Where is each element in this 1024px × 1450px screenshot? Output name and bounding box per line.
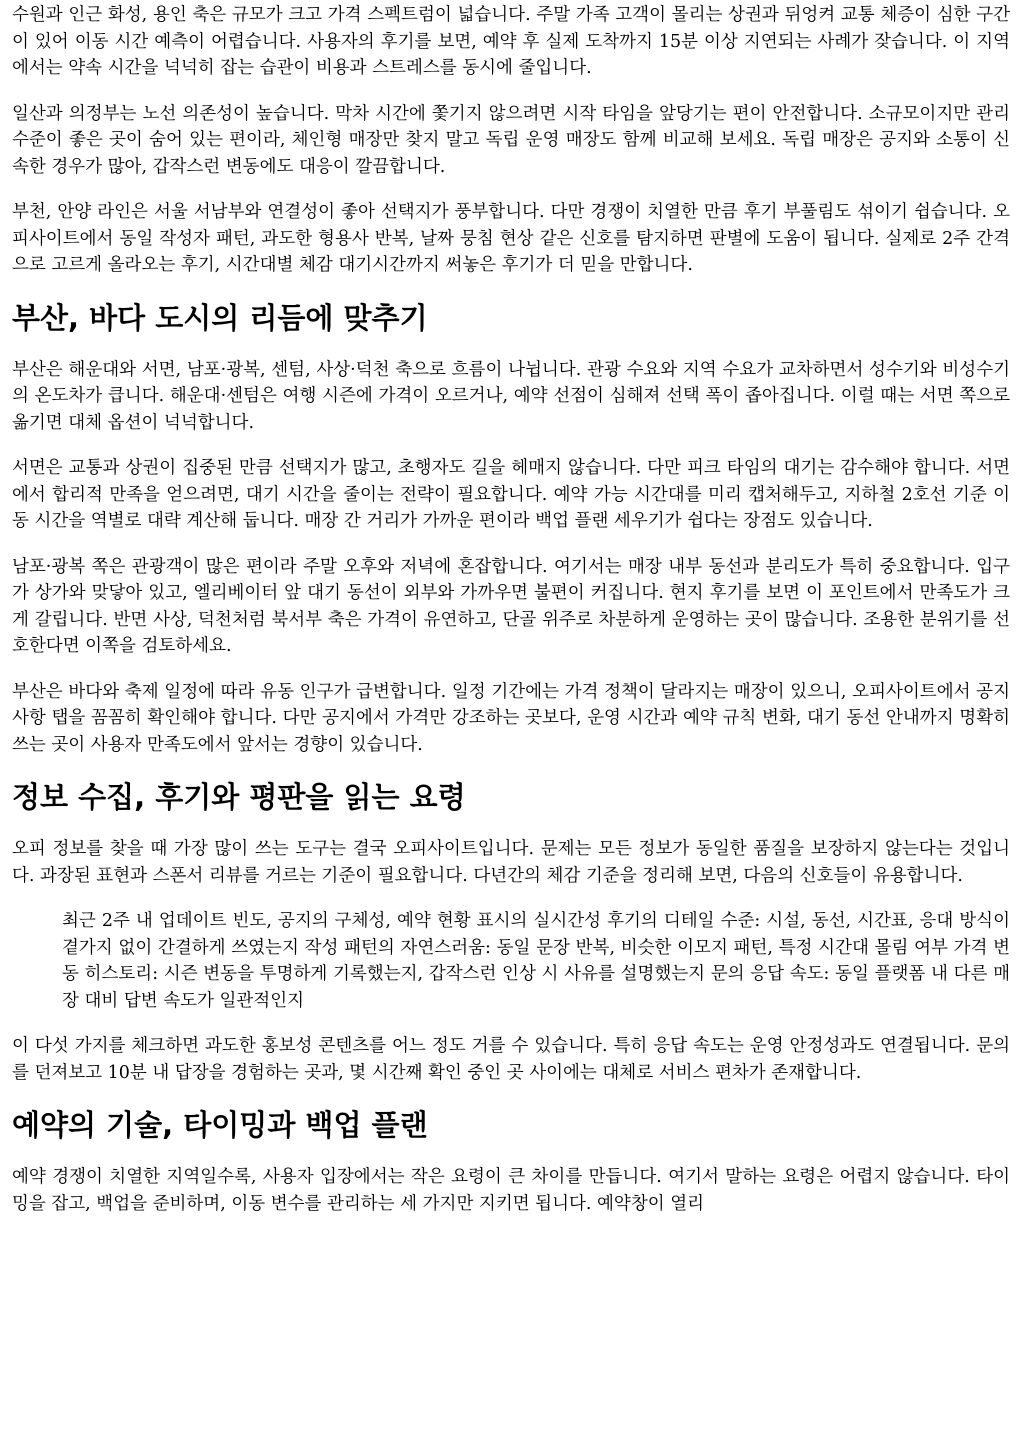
info-paragraph-intro: 오피 정보를 찾을 때 가장 많이 쓰는 도구는 결국 오피사이트입니다. 문제는 모든 정보가 동일한 품질을 보장하지 않는다는 것입니다. 과장된 표현과 스폰서 리뷰를 거르는 기준이 필요합니다. 다년간의 체감 기준을 정리해 보면, 다음의 신호들이 유용합니다. xyxy=(12,839,1010,886)
busan-paragraph-overview: 부산은 해운대와 서면, 남포·광복, 센텀, 사상·덕천 축으로 흐름이 나뉩니다. 관광 수요와 지역 수요가 교차하면서 성수기와 비성수기의 온도차가 큽니다. 해운대·센텀은 여행 시즌에 가격이 오르거나, 예약 선점이 심해져 선택 폭이 좁아집니다. 이럴 때는 서면 쪽으로 옮기면 대체 옵션이 넉넉합니다. xyxy=(12,359,1010,433)
signal-checklist-text: 최근 2주 내 업데이트 빈도, 공지의 구체성, 예약 현황 표시의 실시간성 후기의 디테일 수준: 시설, 동선, 시간표, 응대 방식이 곁가지 없이 간결하게 쓰였는지 작성 패턴의 자연스러움: 동일 문장 반복, 비슷한 이모지 패턴, 특정 시간대 몰림 여부 가격 변동 히스토리: 시즌 변동을 투명하게 기록했는지, 갑작스런 인상 시 사유를 설명했는지 문의 응답 속도: 동일 플랫폼 내 다른 매장 대비 답변 속도가 일관적인지 xyxy=(62,911,1010,1011)
intro-paragraph-ilsan: 일산과 의정부는 노선 의존성이 높습니다. 막차 시간에 쫓기지 않으려면 시작 타임을 앞당기는 편이 안전합니다. 소규모이지만 관리 수준이 좋은 곳이 숨어 있는 편이라, 체인형 매장만 찾지 말고 독립 운영 매장도 함께 비교해 보세요. 독립 매장은 공지와 소통이 신속한 경우가 많아, 갑작스런 변동에도 대응이 깔끔합니다. xyxy=(12,103,1010,177)
intro-paragraph-suwon: 수원과 인근 화성, 용인 축은 규모가 크고 가격 스펙트럼이 넓습니다. 주말 가족 고객이 몰리는 상권과 뒤엉켜 교통 체증이 심한 구간이 있어 이동 시간 예측이 어렵습니다. 사용자의 후기를 보면, 예약 후 실제 도착까지 15분 이상 지연되는 사례가 잦습니다. 이 지역에서는 약속 시간을 넉넉히 잡는 습관이 비용과 스트레스를 동시에 줄입니다. xyxy=(12,5,1010,78)
article xyxy=(0,2,1024,1217)
reserve-heading: 예약의 기술, 타이밍과 백업 플랜 xyxy=(12,1108,428,1142)
info-paragraph-summary: 이 다섯 가지를 체크하면 과도한 홍보성 콘텐츠를 어느 정도 거를 수 있습니다. 특히 응답 속도는 운영 안정성과도 연결됩니다. 문의를 던져보고 10분 내 답장을 경험하는 곳과, 몇 시간째 확인 중인 곳 사이에는 대체로 서비스 편차가 존재합니다. xyxy=(12,1036,1010,1083)
signal-checklist-quote xyxy=(12,908,1010,1014)
reserve-paragraph-intro: 예약 경쟁이 치열한 지역일수록, 사용자 입장에서는 작은 요령이 큰 차이를 만듭니다. 여기서 말하는 요령은 어렵지 않습니다. 타이밍을 잡고, 백업을 준비하며, 이동 변수를 관리하는 세 가지만 지키면 됩니다. 예약창이 열리 xyxy=(12,1167,1010,1214)
busan-paragraph-festival: 부산은 바다와 축제 일정에 따라 유동 인구가 급변합니다. 일정 기간에는 가격 정책이 달라지는 매장이 있으니, 오피사이트에서 공지 사항 탭을 꼼꼼히 확인해야 합니다. 다만 공지에서 가격만 강조하는 곳보다, 운영 시간과 예약 규칙 변화, 대기 동선 안내까지 명확히 쓰는 곳이 사용자 만족도에서 앞서는 경향이 있습니다. xyxy=(12,681,1010,755)
busan-paragraph-seomyeon: 서면은 교통과 상권이 집중된 만큼 선택지가 많고, 초행자도 길을 헤매지 않습니다. 다만 피크 타임의 대기는 감수해야 합니다. 서면에서 합리적 만족을 얻으려면, 대기 시간을 줄이는 전략이 필요합니다. 예약 가능 시간대를 미리 캡처해두고, 지하철 2호선 기준 이동 시간을 역별로 대략 계산해 둡니다. 매장 간 거리가 가까운 편이라 백업 플랜 세우기가 쉽다는 장점도 있습니다. xyxy=(12,458,1010,531)
intro-paragraph-bucheon: 부천, 안양 라인은 서울 서남부와 연결성이 좋아 선택지가 풍부합니다. 다만 경쟁이 치열한 만큼 후기 부풀림도 섞이기 쉽습니다. 오피사이트에서 동일 작성자 패턴, 과도한 형용사 반복, 날짜 뭉침 현상 같은 신호를 탐지하면 판별에 도움이 됩니다. 실제로 2주 간격으로 고르게 올라오는 후기, 시간대별 체감 대기시간까지 써놓은 후기가 더 믿을 만합니다. xyxy=(12,202,1010,275)
info-heading: 정보 수집, 후기와 평판을 읽는 요령 xyxy=(12,780,466,814)
busan-heading: 부산, 바다 도시의 리듬에 맞추기 xyxy=(12,300,428,335)
busan-paragraph-nampo: 남포·광복 쪽은 관광객이 많은 편이라 주말 오후와 저녁에 혼잡합니다. 여기서는 매장 내부 동선과 분리도가 특히 중요합니다. 입구가 상가와 맞닿아 있고, 엘리베이터 앞 대기 동선이 외부와 가까우면 불편이 커집니다. 현지 후기를 보면 이 포인트에서 만족도가 크게 갈립니다. 반면 사상, 덕천처럼 북서부 축은 가격이 유연하고, 단골 위주로 차분하게 운영하는 곳이 많습니다. 조용한 분위기를 선호한다면 이쪽을 검토하세요. xyxy=(12,556,1010,656)
